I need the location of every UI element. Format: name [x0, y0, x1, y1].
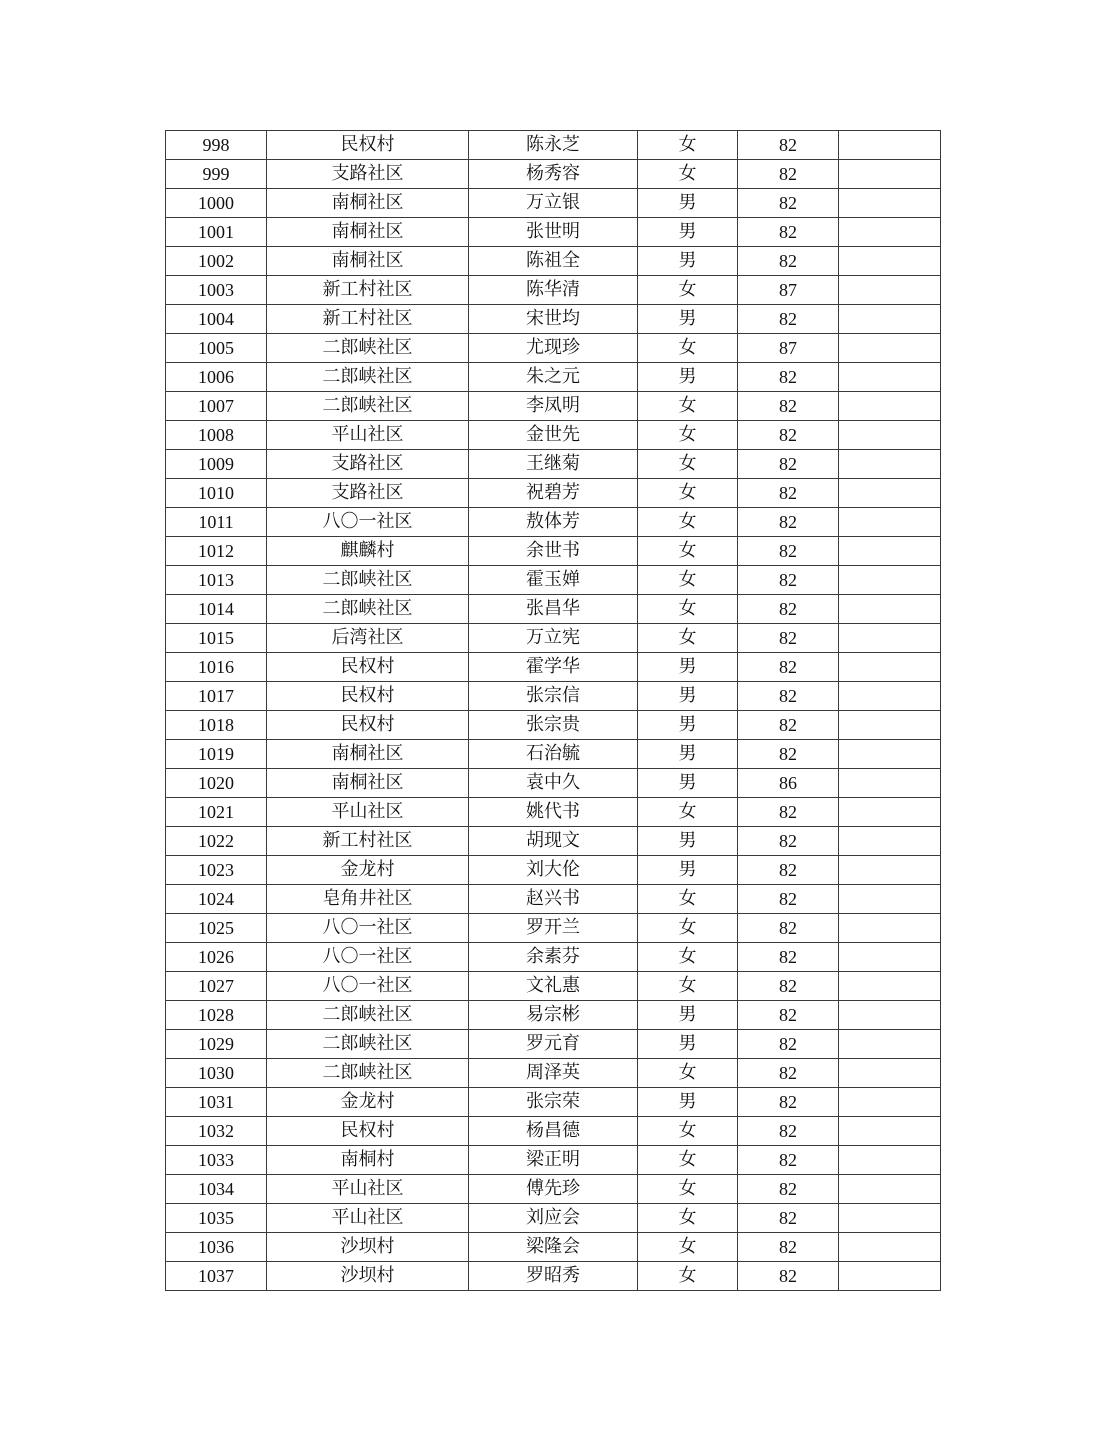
table-row	[166, 1088, 941, 1117]
age-cell: 82	[738, 1030, 839, 1059]
community-cell: 二郎峡社区	[267, 334, 469, 363]
community-cell: 民权村	[267, 653, 469, 682]
table-row	[166, 392, 941, 421]
sex-cell: 女	[638, 450, 738, 479]
person-name-cell: 梁隆会	[469, 1233, 638, 1262]
note-cell	[839, 1001, 941, 1030]
note-cell	[839, 827, 941, 856]
table-row	[166, 305, 941, 334]
table-row	[166, 1030, 941, 1059]
sex-cell: 男	[638, 189, 738, 218]
community-cell: 南桐社区	[267, 189, 469, 218]
person-name-cell: 祝碧芳	[469, 479, 638, 508]
serial-number-cell: 1001	[166, 218, 267, 247]
serial-number-cell: 1021	[166, 798, 267, 827]
person-name-cell: 杨秀容	[469, 160, 638, 189]
note-cell	[839, 1175, 941, 1204]
note-cell	[839, 479, 941, 508]
note-cell	[839, 537, 941, 566]
note-cell	[839, 1059, 941, 1088]
note-cell	[839, 1030, 941, 1059]
serial-number-cell: 1032	[166, 1117, 267, 1146]
person-name-cell: 罗开兰	[469, 914, 638, 943]
note-cell	[839, 189, 941, 218]
sex-cell: 女	[638, 943, 738, 972]
age-cell: 82	[738, 856, 839, 885]
person-name-cell: 余世书	[469, 537, 638, 566]
serial-number-cell: 1034	[166, 1175, 267, 1204]
community-cell: 金龙村	[267, 1088, 469, 1117]
community-cell: 民权村	[267, 1117, 469, 1146]
age-cell: 82	[738, 247, 839, 276]
sex-cell: 男	[638, 769, 738, 798]
community-cell: 南桐社区	[267, 769, 469, 798]
age-cell: 82	[738, 566, 839, 595]
community-cell: 新工村社区	[267, 827, 469, 856]
person-name-cell: 胡现文	[469, 827, 638, 856]
community-cell: 支路社区	[267, 450, 469, 479]
serial-number-cell: 1027	[166, 972, 267, 1001]
note-cell	[839, 972, 941, 1001]
sex-cell: 男	[638, 740, 738, 769]
note-cell	[839, 914, 941, 943]
table-row	[166, 160, 941, 189]
table-row	[166, 624, 941, 653]
age-cell: 82	[738, 363, 839, 392]
serial-number-cell: 1026	[166, 943, 267, 972]
community-cell: 二郎峡社区	[267, 363, 469, 392]
age-cell: 82	[738, 537, 839, 566]
serial-number-cell: 1014	[166, 595, 267, 624]
serial-number-cell: 1020	[166, 769, 267, 798]
serial-number-cell: 1011	[166, 508, 267, 537]
note-cell	[839, 1204, 941, 1233]
table-row	[166, 537, 941, 566]
note-cell	[839, 1088, 941, 1117]
age-cell: 82	[738, 189, 839, 218]
serial-number-cell: 1017	[166, 682, 267, 711]
sex-cell: 男	[638, 1030, 738, 1059]
age-cell: 82	[738, 943, 839, 972]
community-cell: 沙坝村	[267, 1233, 469, 1262]
community-cell: 民权村	[267, 682, 469, 711]
sex-cell: 女	[638, 160, 738, 189]
person-name-cell: 张宗荣	[469, 1088, 638, 1117]
age-cell: 82	[738, 1059, 839, 1088]
table-row	[166, 334, 941, 363]
community-cell: 南桐社区	[267, 740, 469, 769]
age-cell: 82	[738, 1146, 839, 1175]
table-row	[166, 885, 941, 914]
community-cell: 金龙村	[267, 856, 469, 885]
serial-number-cell: 1007	[166, 392, 267, 421]
table-row	[166, 972, 941, 1001]
person-name-cell: 周泽英	[469, 1059, 638, 1088]
age-cell: 82	[738, 1262, 839, 1291]
person-name-cell: 罗昭秀	[469, 1262, 638, 1291]
person-name-cell: 张宗贵	[469, 711, 638, 740]
serial-number-cell: 1031	[166, 1088, 267, 1117]
person-name-cell: 霍玉婵	[469, 566, 638, 595]
table-row	[166, 1262, 941, 1291]
serial-number-cell: 1000	[166, 189, 267, 218]
sex-cell: 女	[638, 537, 738, 566]
age-cell: 86	[738, 769, 839, 798]
community-cell: 皂角井社区	[267, 885, 469, 914]
table-row	[166, 1204, 941, 1233]
serial-number-cell: 1030	[166, 1059, 267, 1088]
age-cell: 82	[738, 1233, 839, 1262]
table-row	[166, 711, 941, 740]
table-row	[166, 421, 941, 450]
table-row	[166, 856, 941, 885]
age-cell: 82	[738, 682, 839, 711]
age-cell: 82	[738, 740, 839, 769]
table-row	[166, 1146, 941, 1175]
table-row	[166, 914, 941, 943]
sex-cell: 男	[638, 682, 738, 711]
note-cell	[839, 856, 941, 885]
table-row	[166, 653, 941, 682]
table-row	[166, 218, 941, 247]
person-name-cell: 宋世均	[469, 305, 638, 334]
serial-number-cell: 1004	[166, 305, 267, 334]
serial-number-cell: 1003	[166, 276, 267, 305]
person-name-cell: 余素芬	[469, 943, 638, 972]
community-cell: 二郎峡社区	[267, 595, 469, 624]
community-cell: 支路社区	[267, 160, 469, 189]
note-cell	[839, 450, 941, 479]
note-cell	[839, 682, 941, 711]
person-name-cell: 刘大伦	[469, 856, 638, 885]
sex-cell: 女	[638, 1233, 738, 1262]
age-cell: 82	[738, 131, 839, 160]
person-name-cell: 罗元育	[469, 1030, 638, 1059]
note-cell	[839, 595, 941, 624]
community-cell: 八〇一社区	[267, 972, 469, 1001]
person-name-cell: 陈华清	[469, 276, 638, 305]
note-cell	[839, 624, 941, 653]
age-cell: 82	[738, 827, 839, 856]
age-cell: 82	[738, 218, 839, 247]
sex-cell: 女	[638, 131, 738, 160]
community-cell: 八〇一社区	[267, 943, 469, 972]
community-cell: 平山社区	[267, 798, 469, 827]
community-cell: 二郎峡社区	[267, 392, 469, 421]
community-cell: 沙坝村	[267, 1262, 469, 1291]
serial-number-cell: 1002	[166, 247, 267, 276]
community-cell: 南桐社区	[267, 247, 469, 276]
serial-number-cell: 1025	[166, 914, 267, 943]
age-cell: 82	[738, 479, 839, 508]
person-name-cell: 金世先	[469, 421, 638, 450]
serial-number-cell: 1019	[166, 740, 267, 769]
community-cell: 南桐村	[267, 1146, 469, 1175]
age-cell: 82	[738, 1175, 839, 1204]
note-cell	[839, 276, 941, 305]
table-row	[166, 508, 941, 537]
roster-table-body	[166, 131, 941, 1291]
note-cell	[839, 160, 941, 189]
community-cell: 平山社区	[267, 1204, 469, 1233]
sex-cell: 女	[638, 914, 738, 943]
table-row	[166, 1117, 941, 1146]
age-cell: 82	[738, 798, 839, 827]
sex-cell: 女	[638, 885, 738, 914]
sex-cell: 女	[638, 1146, 738, 1175]
community-cell: 平山社区	[267, 421, 469, 450]
person-name-cell: 朱之元	[469, 363, 638, 392]
note-cell	[839, 218, 941, 247]
age-cell: 82	[738, 421, 839, 450]
table-row	[166, 1233, 941, 1262]
community-cell: 支路社区	[267, 479, 469, 508]
age-cell: 82	[738, 1204, 839, 1233]
person-name-cell: 王继菊	[469, 450, 638, 479]
community-cell: 二郎峡社区	[267, 566, 469, 595]
note-cell	[839, 1117, 941, 1146]
serial-number-cell: 1028	[166, 1001, 267, 1030]
community-cell: 麒麟村	[267, 537, 469, 566]
age-cell: 82	[738, 450, 839, 479]
person-name-cell: 傅先珍	[469, 1175, 638, 1204]
note-cell	[839, 711, 941, 740]
table-row	[166, 363, 941, 392]
person-name-cell: 尤现珍	[469, 334, 638, 363]
age-cell: 87	[738, 334, 839, 363]
person-name-cell: 梁正明	[469, 1146, 638, 1175]
serial-number-cell: 1010	[166, 479, 267, 508]
sex-cell: 女	[638, 1262, 738, 1291]
serial-number-cell: 1022	[166, 827, 267, 856]
table-row	[166, 798, 941, 827]
note-cell	[839, 334, 941, 363]
age-cell: 82	[738, 1001, 839, 1030]
person-name-cell: 张宗信	[469, 682, 638, 711]
sex-cell: 女	[638, 566, 738, 595]
serial-number-cell: 1008	[166, 421, 267, 450]
serial-number-cell: 1036	[166, 1233, 267, 1262]
table-row	[166, 276, 941, 305]
table-row	[166, 595, 941, 624]
sex-cell: 男	[638, 856, 738, 885]
note-cell	[839, 566, 941, 595]
sex-cell: 女	[638, 421, 738, 450]
person-name-cell: 万立宪	[469, 624, 638, 653]
sex-cell: 女	[638, 276, 738, 305]
serial-number-cell: 1037	[166, 1262, 267, 1291]
person-name-cell: 张昌华	[469, 595, 638, 624]
serial-number-cell: 1016	[166, 653, 267, 682]
age-cell: 82	[738, 508, 839, 537]
community-cell: 平山社区	[267, 1175, 469, 1204]
age-cell: 82	[738, 711, 839, 740]
community-cell: 二郎峡社区	[267, 1030, 469, 1059]
sex-cell: 女	[638, 479, 738, 508]
serial-number-cell: 1029	[166, 1030, 267, 1059]
serial-number-cell: 1012	[166, 537, 267, 566]
person-name-cell: 敖体芳	[469, 508, 638, 537]
serial-number-cell: 1035	[166, 1204, 267, 1233]
table-row	[166, 131, 941, 160]
person-name-cell: 文礼惠	[469, 972, 638, 1001]
sex-cell: 男	[638, 711, 738, 740]
age-cell: 82	[738, 653, 839, 682]
serial-number-cell: 999	[166, 160, 267, 189]
note-cell	[839, 943, 941, 972]
table-row	[166, 450, 941, 479]
table-row	[166, 740, 941, 769]
serial-number-cell: 1024	[166, 885, 267, 914]
person-name-cell: 石治毓	[469, 740, 638, 769]
community-cell: 民权村	[267, 131, 469, 160]
community-cell: 新工村社区	[267, 305, 469, 334]
sex-cell: 男	[638, 653, 738, 682]
note-cell	[839, 798, 941, 827]
serial-number-cell: 1015	[166, 624, 267, 653]
person-name-cell: 万立银	[469, 189, 638, 218]
sex-cell: 女	[638, 972, 738, 1001]
note-cell	[839, 653, 941, 682]
community-cell: 二郎峡社区	[267, 1059, 469, 1088]
roster-table	[165, 130, 941, 1291]
serial-number-cell: 1018	[166, 711, 267, 740]
sex-cell: 女	[638, 1204, 738, 1233]
person-name-cell: 霍学华	[469, 653, 638, 682]
note-cell	[839, 392, 941, 421]
note-cell	[839, 421, 941, 450]
serial-number-cell: 1033	[166, 1146, 267, 1175]
note-cell	[839, 247, 941, 276]
table-row	[166, 769, 941, 798]
age-cell: 82	[738, 305, 839, 334]
table-row	[166, 566, 941, 595]
sex-cell: 女	[638, 1117, 738, 1146]
sex-cell: 男	[638, 1088, 738, 1117]
table-row	[166, 1175, 941, 1204]
sex-cell: 男	[638, 1001, 738, 1030]
table-row	[166, 827, 941, 856]
note-cell	[839, 305, 941, 334]
person-name-cell: 陈祖全	[469, 247, 638, 276]
table-row	[166, 247, 941, 276]
sex-cell: 男	[638, 218, 738, 247]
person-name-cell: 陈永芝	[469, 131, 638, 160]
age-cell: 87	[738, 276, 839, 305]
person-name-cell: 杨昌德	[469, 1117, 638, 1146]
person-name-cell: 易宗彬	[469, 1001, 638, 1030]
sex-cell: 女	[638, 624, 738, 653]
age-cell: 82	[738, 595, 839, 624]
sex-cell: 男	[638, 363, 738, 392]
note-cell	[839, 131, 941, 160]
note-cell	[839, 740, 941, 769]
sex-cell: 女	[638, 508, 738, 537]
age-cell: 82	[738, 392, 839, 421]
person-name-cell: 袁中久	[469, 769, 638, 798]
age-cell: 82	[738, 1117, 839, 1146]
sex-cell: 女	[638, 1059, 738, 1088]
person-name-cell: 赵兴书	[469, 885, 638, 914]
community-cell: 后湾社区	[267, 624, 469, 653]
sex-cell: 女	[638, 595, 738, 624]
note-cell	[839, 508, 941, 537]
person-name-cell: 张世明	[469, 218, 638, 247]
community-cell: 民权村	[267, 711, 469, 740]
age-cell: 82	[738, 885, 839, 914]
sex-cell: 女	[638, 334, 738, 363]
serial-number-cell: 1009	[166, 450, 267, 479]
sex-cell: 男	[638, 247, 738, 276]
note-cell	[839, 885, 941, 914]
community-cell: 八〇一社区	[267, 508, 469, 537]
age-cell: 82	[738, 624, 839, 653]
community-cell: 八〇一社区	[267, 914, 469, 943]
person-name-cell: 李凤明	[469, 392, 638, 421]
note-cell	[839, 363, 941, 392]
note-cell	[839, 769, 941, 798]
community-cell: 新工村社区	[267, 276, 469, 305]
age-cell: 82	[738, 160, 839, 189]
sex-cell: 女	[638, 392, 738, 421]
note-cell	[839, 1262, 941, 1291]
table-row	[166, 1001, 941, 1030]
person-name-cell: 刘应会	[469, 1204, 638, 1233]
table-row	[166, 1059, 941, 1088]
community-cell: 南桐社区	[267, 218, 469, 247]
sex-cell: 女	[638, 1175, 738, 1204]
person-name-cell: 姚代书	[469, 798, 638, 827]
serial-number-cell: 1013	[166, 566, 267, 595]
sex-cell: 男	[638, 827, 738, 856]
table-row	[166, 682, 941, 711]
table-row	[166, 943, 941, 972]
sex-cell: 男	[638, 305, 738, 334]
age-cell: 82	[738, 914, 839, 943]
community-cell: 二郎峡社区	[267, 1001, 469, 1030]
age-cell: 82	[738, 1088, 839, 1117]
note-cell	[839, 1233, 941, 1262]
table-row	[166, 479, 941, 508]
serial-number-cell: 1023	[166, 856, 267, 885]
serial-number-cell: 998	[166, 131, 267, 160]
serial-number-cell: 1006	[166, 363, 267, 392]
sex-cell: 女	[638, 798, 738, 827]
age-cell: 82	[738, 972, 839, 1001]
serial-number-cell: 1005	[166, 334, 267, 363]
table-row	[166, 189, 941, 218]
note-cell	[839, 1146, 941, 1175]
